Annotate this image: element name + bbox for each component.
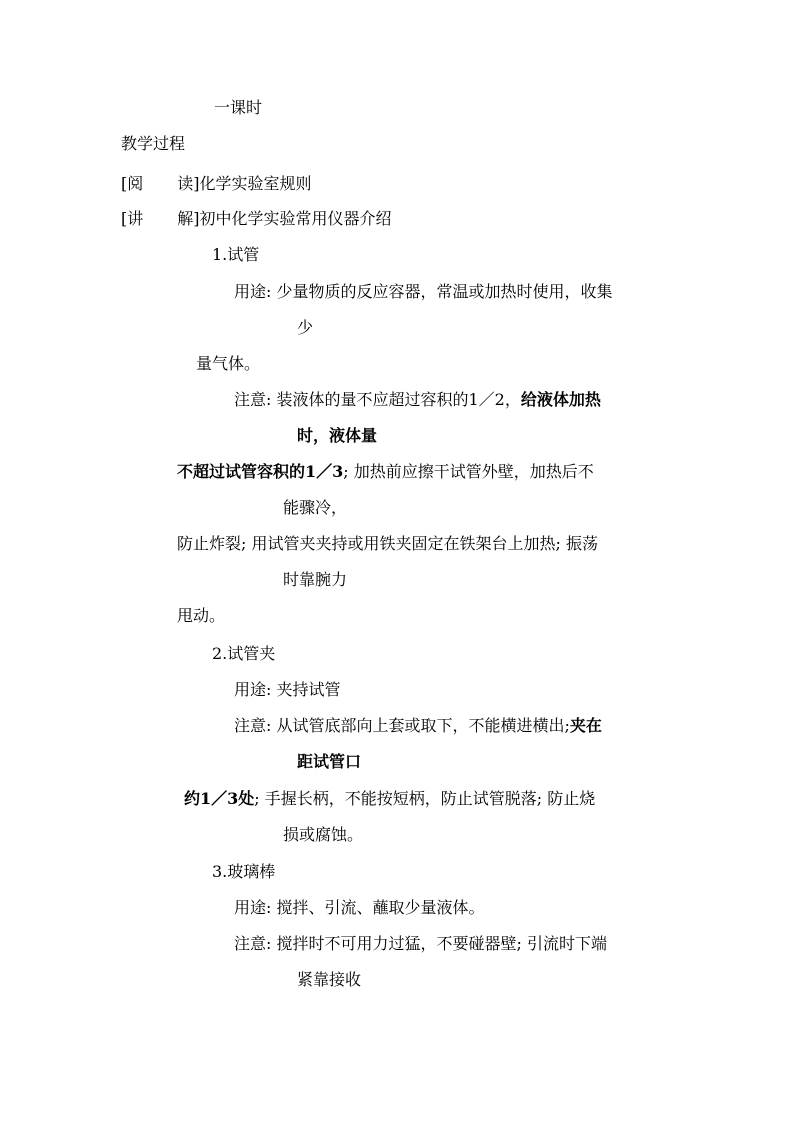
item-1-title: 1.试管: [212, 245, 260, 264]
item-2-note-text-2: ; 手握长柄，不能按短柄，防止试管脱落; 防止烧: [254, 789, 596, 808]
reading-label-right: 读]化学实验室规则: [177, 174, 312, 193]
item-2-note-text: 注意: 从试管底部向上套或取下，不能横进横出;: [234, 716, 570, 735]
item-1-note-end: 甩动。: [177, 606, 226, 625]
item-3-note-cont: 紧靠接收: [297, 970, 362, 989]
item-1-note-bold-end: 不超过试管容积的1／3: [177, 462, 344, 481]
lecture-label-right: 解]初中化学实验常用仪器介绍: [177, 209, 392, 228]
item-2-note-cont: [184, 789, 595, 809]
item-2-note-bold: 夹在: [569, 716, 602, 735]
item-3-title: 3.玻璃棒: [212, 862, 276, 881]
item-1-note: [234, 390, 601, 410]
item-1-note-cont: [177, 462, 594, 482]
item-1-note-cont-3: 防止炸裂; 用试管夹夹持或用铁夹固定在铁架台上加热; 振荡: [177, 534, 598, 553]
item-1-note-cont-2: 能骤冷，: [283, 498, 348, 517]
lecture-line: [121, 209, 392, 229]
item-1-usage-cont: 少: [297, 318, 314, 337]
item-1-note-cont-4: 时靠腕力: [283, 570, 348, 589]
item-1-note-text-2: ; 加热前应擦干试管外壁，加热后不: [343, 462, 594, 481]
item-1-usage-end: 量气体。: [196, 354, 261, 373]
item-1-note-bold: 给液体加热: [520, 390, 601, 409]
item-2-note: [234, 716, 602, 736]
section-heading-teaching-process: 教学过程: [121, 134, 186, 153]
lesson-period: 一课时: [214, 98, 263, 117]
item-3-usage: 用途: 搅拌、引流、蘸取少量液体。: [234, 898, 485, 917]
item-2-title: 2.试管夹: [212, 644, 276, 663]
item-1-usage: 用途: 少量物质的反应容器，常温或加热时使用，收集: [234, 282, 613, 301]
item-2-usage: 用途: 夹持试管: [234, 680, 341, 699]
item-2-note-end: 损或腐蚀。: [283, 825, 364, 844]
lecture-label-left: [讲: [121, 209, 144, 228]
item-2-note-bold-end: 约1／3处: [184, 789, 255, 808]
item-3-note: 注意: 搅拌时不可用力过猛，不要碰器壁; 引流时下端: [234, 934, 607, 953]
reading-line: [121, 174, 312, 194]
item-1-note-text: 注意: 装液体的量不应超过容积的1／2，: [234, 390, 521, 409]
item-1-note-bold-cont: 时，液体量: [297, 426, 378, 445]
reading-label-left: [阅: [121, 174, 144, 193]
item-2-note-bold-cont: 距试管口: [297, 752, 362, 771]
